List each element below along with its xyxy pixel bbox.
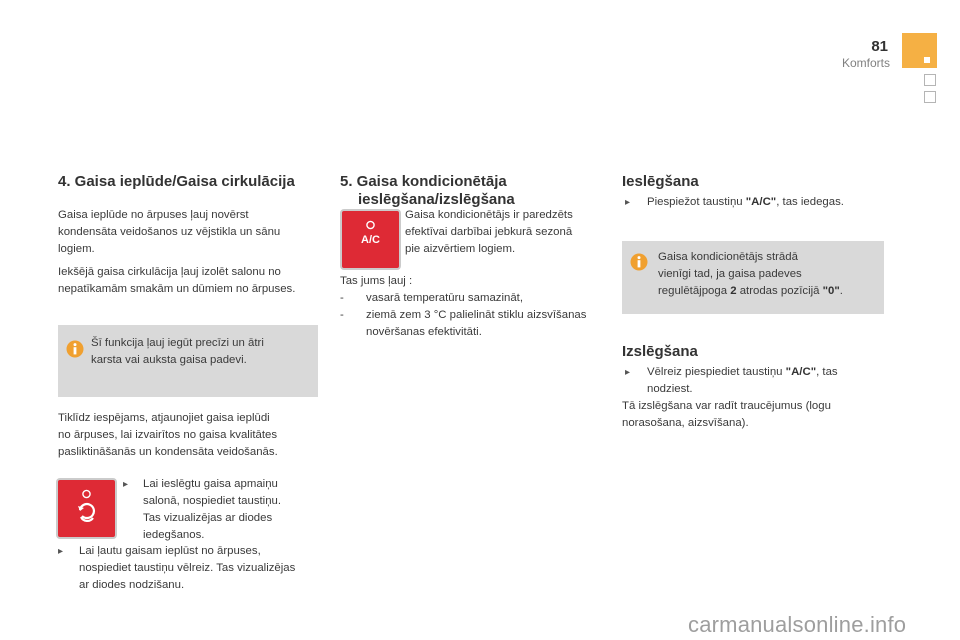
section-tab-active xyxy=(902,33,937,68)
info-text: karsta vai auksta gaisa padevi. xyxy=(91,354,247,366)
bullet-switch-off: ▸ Vēlreiz piespiediet taustiņu "A/C", tas nodziest. xyxy=(625,366,838,395)
info-icon xyxy=(630,253,648,271)
list-item: - vasarā temperatūru samazināt, xyxy=(340,292,524,304)
paragraph-switch-off-note: Tā izslēgšana var radīt traucējumus (logu norasošana, aizsvīšana). xyxy=(622,400,831,429)
info-text: regulētājpoga 2 atrodas pozīcijā "0". xyxy=(658,285,843,297)
paragraph-air-intake: Gaisa ieplūde no ārpuses ļauj novērst kondensāta veidošanos uz vējstikla un sānu logiem. xyxy=(58,209,281,255)
section-title: Komforts xyxy=(841,56,890,70)
bullet-arrow-icon: ▸ xyxy=(625,367,631,378)
bullet-recirculation-on: ▸ Lai ieslēgtu gaisa apmaiņu salonā, nospiediet taustiņu. Tas vizualizējas ar diodes iedegšanos. xyxy=(123,478,282,541)
section-tab-empty xyxy=(924,91,936,103)
paragraph-recirculation: Iekšējā gaisa cirkulācija ļauj izolēt salonu no nepatīkamām smakām un dūmiem no ārpuses. xyxy=(58,266,296,295)
info-text: Gaisa kondicionētājs strādā xyxy=(658,251,798,263)
bullet-switch-on: ▸ Piespiežot taustiņu "A/C", tas iedegas. xyxy=(625,196,844,208)
ac-button-image xyxy=(340,209,401,270)
ac-button-label: A/C xyxy=(361,234,380,246)
section-tab-empty xyxy=(924,74,936,86)
info-text: Šī funkcija ļauj iegūt precīzi un ātri xyxy=(91,337,264,349)
bullet-recirculation-off: ▸ Lai ļautu gaisam ieplūst no ārpuses, nospiediet taustiņu vēlreiz. Tas vizualizējas ar diodes nodzišanu. xyxy=(58,545,296,591)
list-item: - ziemā zem 3 °C palielināt stiklu aizsvīšanas novēršanas efektivitāti. xyxy=(340,309,587,338)
heading-switch-off: Izslēgšana xyxy=(622,343,698,360)
watermark-text: carmanualsonline.info xyxy=(688,612,907,637)
info-text: vienīgi tad, ja gaisa padeves xyxy=(658,268,802,280)
recirculation-icon xyxy=(58,480,115,537)
recirculation-button-image xyxy=(56,478,117,539)
heading-switch-on: Ieslēgšana xyxy=(622,173,699,190)
info-box-recirculation xyxy=(58,325,318,397)
paragraph-restore-intake: Tiklīdz iespējams, atjaunojiet gaisa ieplūdi no ārpuses, lai izvairītos no gaisa kvalitātes pasliktināšanās un kondensāta veidošanās. xyxy=(58,412,278,458)
ac-benefits-list: Tas jums ļauj : - vasarā temperatūru samazināt, - ziemā zem 3 °C palielināt stiklu aizsvīšanas novēršanas efektivitāti. xyxy=(340,273,610,341)
paragraph-ac-desc: Gaisa kondicionētājs ir paredzēts efektīvai darbībai jebkurā sezonā pie aizvērtiem logiem. xyxy=(405,209,573,255)
info-icon xyxy=(66,340,84,358)
bullet-arrow-icon: ▸ xyxy=(625,197,631,208)
page-number: 81 xyxy=(871,38,888,55)
section-heading-ac: 5. Gaisa kondicionētāja ieslēgšana/izslēgšana xyxy=(340,173,515,208)
section-heading-air-intake: 4. Gaisa ieplūde/Gaisa cirkulācija xyxy=(58,173,295,190)
info-box-ac xyxy=(622,241,884,314)
bullet-arrow-icon: ▸ xyxy=(58,546,64,557)
bullet-arrow-icon: ▸ xyxy=(123,479,129,490)
